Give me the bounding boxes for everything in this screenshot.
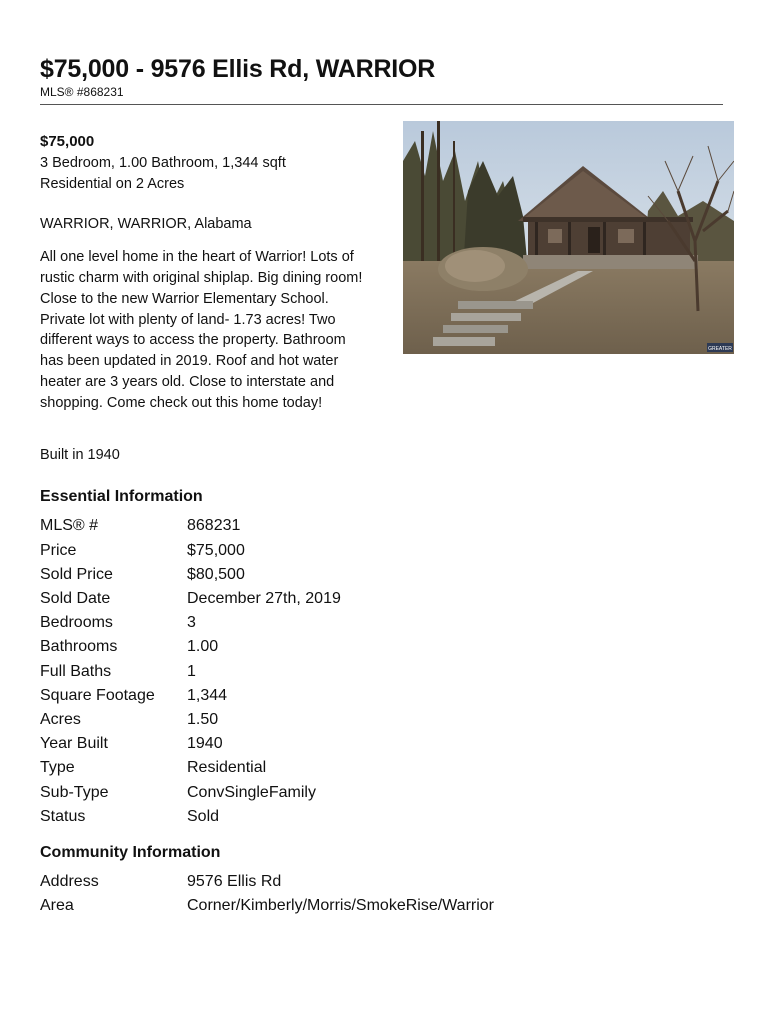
- row-value: Residential: [187, 759, 267, 777]
- table-row: [40, 684, 341, 708]
- row-value: 1,344: [187, 686, 228, 704]
- table-row: [40, 587, 341, 611]
- table-row: [40, 780, 341, 804]
- property-description: All one level home in the heart of Warrior! Lots of rustic charm with original shiplap. Big dining room! Close to the new Warrior Elementary School. Private lot with plenty of land- 1.73 acres! Two different ways to access the property. Bathroom has been updated in 2019. Roof and hot water heater are 3 years old. Close to interstate and shopping. Come check out this home today!: [40, 249, 363, 411]
- row-value: December 27th, 2019: [187, 590, 341, 608]
- summary-beds-baths-sqft: 3 Bedroom, 1.00 Bathroom, 1,344 sqft: [40, 154, 286, 171]
- row-value: 9576 Ellis Rd: [187, 872, 282, 890]
- essential-info-heading: Essential Information: [40, 488, 203, 506]
- community-info-table: [40, 870, 494, 918]
- row-value: 3: [187, 614, 196, 632]
- row-value: ConvSingleFamily: [187, 783, 316, 801]
- row-label: Sold Price: [40, 565, 113, 583]
- row-value: Corner/Kimberly/Morris/SmokeRise/Warrior: [187, 897, 495, 915]
- table-row: [40, 563, 341, 587]
- row-value: 1940: [187, 735, 223, 753]
- row-label: Square Footage: [40, 686, 155, 704]
- table-row: [40, 708, 341, 732]
- row-label: Sold Date: [40, 590, 111, 608]
- row-label: Bathrooms: [40, 638, 118, 656]
- table-row: [40, 611, 341, 635]
- listing-page: [40, 54, 732, 918]
- table-row: [40, 805, 341, 829]
- row-label: Year Built: [40, 735, 108, 753]
- table-row: [40, 870, 494, 894]
- mls-number-subtitle: MLS® #868231: [40, 85, 124, 99]
- row-label: Status: [40, 807, 86, 825]
- table-row: [40, 659, 341, 683]
- table-row: [40, 514, 341, 538]
- row-value: 868231: [187, 517, 241, 535]
- table-row: [40, 539, 341, 563]
- row-value: 1.50: [187, 710, 219, 728]
- row-value: $80,500: [187, 565, 245, 583]
- row-label: Sub-Type: [40, 783, 109, 801]
- table-row: [40, 732, 341, 756]
- row-value: Sold: [187, 807, 220, 825]
- row-value: 1: [187, 662, 196, 680]
- row-label: Price: [40, 541, 77, 559]
- built-year-note: Built in 1940: [40, 446, 120, 463]
- row-value: $75,000: [187, 541, 245, 559]
- summary-location: WARRIOR, WARRIOR, Alabama: [40, 216, 252, 233]
- row-label: Acres: [40, 710, 81, 728]
- summary-type-acres: Residential on 2 Acres: [40, 175, 185, 192]
- row-label: Address: [40, 872, 99, 890]
- house-photo: [403, 121, 734, 354]
- row-label: Type: [40, 759, 75, 777]
- table-row: [40, 635, 341, 659]
- photo-brand-text: GREATER: [708, 346, 732, 352]
- table-row: [40, 894, 494, 918]
- page-title: $75,000 - 9576 Ellis Rd, WARRIOR: [40, 55, 436, 83]
- row-value: 1.00: [187, 638, 219, 656]
- essential-info-table: [40, 514, 341, 828]
- table-row: [40, 756, 341, 780]
- row-label: Full Baths: [40, 662, 112, 680]
- header-divider: [40, 104, 723, 105]
- row-label: Area: [40, 897, 74, 915]
- row-label: MLS® #: [40, 517, 99, 535]
- summary-price: $75,000: [40, 133, 95, 150]
- listing-summary: [40, 132, 732, 465]
- row-label: Bedrooms: [40, 614, 113, 632]
- community-info-heading: Community Information: [40, 843, 221, 861]
